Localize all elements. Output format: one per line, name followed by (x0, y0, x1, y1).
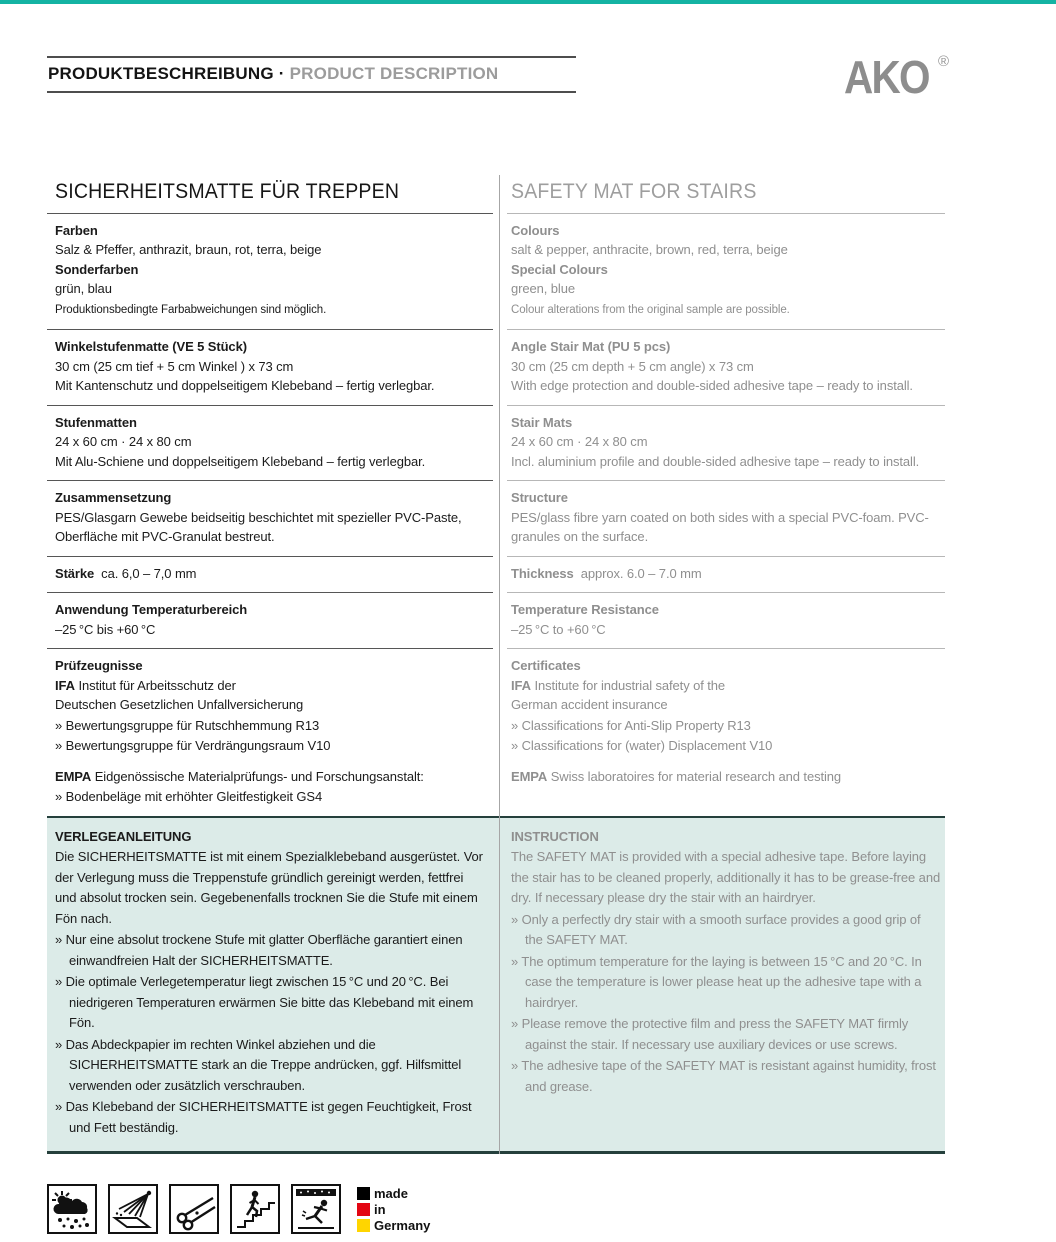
cell-en-pruefzeugnisse (507, 649, 945, 816)
text-segment: –25 °C to +60 °C (511, 621, 606, 637)
table-title-de: SICHERHEITSMATTE FÜR TREPPEN (55, 180, 400, 203)
text-segment: Thickness (511, 565, 574, 581)
text-line (55, 260, 483, 280)
cell-de-stufenmatten (47, 406, 493, 482)
text-line (55, 299, 483, 321)
text-segment: grün, blau (55, 281, 112, 296)
made-in-label: made (374, 1186, 408, 1201)
text-segment: approx. 6.0 – 7.0 mm (573, 565, 702, 581)
text-line (55, 452, 483, 472)
text-segment: EMPA (511, 768, 548, 784)
section-row-zusammensetzung (47, 481, 945, 557)
text-segment: » Classifications for Anti-Slip Property R13 (511, 717, 751, 733)
text-segment: Structure (511, 490, 568, 505)
text-segment: Special Colours (511, 261, 608, 277)
text-segment: With edge protection and double-sided adhesive tape – ready to install. (511, 378, 913, 393)
text-line (511, 508, 945, 547)
text-segment: salt & pepper, anthracite, brown, red, terra, beige (511, 242, 788, 257)
picto-box-stairs (230, 1184, 280, 1234)
text-segment: 24 x 60 cm · 24 x 80 cm (55, 434, 192, 449)
weather-icon (50, 1187, 94, 1231)
text-line (511, 240, 945, 260)
text-line (55, 279, 483, 299)
text-segment: » Classifications for (water) Displacement V10 (511, 738, 773, 753)
text-line (511, 767, 945, 787)
text-line (55, 767, 483, 787)
header-title-separator: · (278, 64, 285, 83)
text-segment: Institut für Arbeitsschutz der (74, 677, 236, 693)
flag-color-square (357, 1203, 370, 1216)
bullet-line (55, 972, 483, 1034)
text-segment: Anwendung Temperaturbereich (55, 602, 248, 617)
flag-color-square (357, 1187, 370, 1200)
header-title-de: PRODUKTBESCHREIBUNG (48, 64, 274, 83)
text-segment: Produktionsbedingte Farbabweichungen sind möglich. (55, 303, 327, 316)
text-segment: Colours (511, 222, 560, 238)
column-gap (493, 481, 507, 557)
bullet-line (55, 1035, 483, 1097)
text-segment: Prüfzeugnisse (55, 658, 143, 673)
text-line (511, 847, 941, 909)
text-line (511, 676, 945, 696)
bullet-line (511, 736, 945, 756)
text-segment: Sonderfarben (55, 261, 139, 277)
text-segment: ca. 6,0 – 7,0 mm (94, 565, 197, 581)
text-segment: » Bodenbeläge mit erhöhter Gleitfestigkeit GS4 (55, 789, 323, 804)
text-segment: Stärke (55, 565, 95, 581)
text-segment: » Bewertungsgruppe für Rutschhemmung R13 (55, 717, 320, 733)
text-line (55, 620, 483, 640)
text-line (511, 260, 945, 280)
column-gap (493, 818, 507, 1152)
text-segment: Salz & Pfeffer, anthrazit, braun, rot, terra, beige (55, 242, 322, 257)
text-segment: 30 cm (25 cm tief + 5 cm Winkel ) x 73 cm (55, 358, 294, 374)
section-row-pruefzeugnisse (47, 649, 945, 816)
text-line (511, 376, 945, 396)
text-segment: Die SICHERHEITSMATTE ist mit einem Spezialklebeband ausgerüstet. Vor der Verlegung muss die Treppenstufe gründlich gereinigt werden, fettfrei und absolut trocken sein. Gegebenenfalls trocknen Sie die Stufe mit einem Fön nach. (55, 849, 483, 926)
section-row-staerke (47, 557, 945, 594)
bullet-line (511, 1014, 941, 1055)
section-row-verlegeanleitung (47, 816, 945, 1155)
made-in-row (357, 1186, 430, 1201)
section-row-winkelstufenmatte (47, 330, 945, 406)
slipping-person-icon (294, 1187, 338, 1231)
cell-en-verlegeanleitung (507, 818, 945, 1152)
table-title-en: SAFETY MAT FOR STAIRS (511, 180, 757, 203)
bullet-line (511, 1056, 941, 1097)
section-rows (47, 214, 945, 1155)
cell-de-farben (47, 214, 493, 331)
text-segment: » Please remove the protective film and press the SAFETY MAT firmly against the stair. If necessary use auxiliary devices or use screws. (511, 1016, 909, 1052)
bullet-line (55, 736, 483, 756)
picto-box-scissors (169, 1184, 219, 1234)
text-line (55, 847, 483, 929)
text-line (511, 656, 945, 676)
text-segment: VERLEGEANLEITUNG (55, 828, 192, 844)
table-title-de-cell (47, 175, 493, 214)
text-line (55, 827, 483, 848)
text-line (55, 564, 483, 584)
text-segment: Mit Kantenschutz und doppelseitigem Klebeband – fertig verlegbar. (55, 378, 435, 393)
text-segment: Swiss laboratoires for material research and testing (547, 768, 842, 784)
text-line (55, 413, 483, 433)
picto-box-weather (47, 1184, 97, 1234)
text-segment: Farben (55, 222, 98, 238)
table-title-row (47, 175, 945, 214)
text-line (511, 695, 945, 715)
text-segment: German accident insurance (511, 697, 668, 712)
page-header (47, 51, 1009, 103)
text-segment: Winkelstufenmatte (VE 5 Stück) (55, 339, 247, 354)
page-footer (47, 1184, 430, 1234)
text-segment: Certificates (511, 658, 581, 673)
spec-table (47, 175, 945, 1154)
text-line (511, 299, 945, 321)
text-line (55, 376, 483, 396)
text-segment: –25 °C bis +60 °C (55, 621, 156, 637)
cell-de-winkelstufenmatte (47, 330, 493, 406)
cell-en-temperaturbereich (507, 593, 945, 649)
text-segment: Eidgenössische Materialprüfungs- und Forschungsanstalt: (91, 768, 424, 784)
flag-color-square (357, 1219, 370, 1232)
section-row-temperaturbereich (47, 593, 945, 649)
text-line (511, 452, 945, 472)
text-segment: EMPA (55, 768, 92, 784)
text-line (55, 656, 483, 676)
made-in-label: in (374, 1202, 386, 1217)
text-line (511, 279, 945, 299)
text-segment: IFA (55, 677, 75, 693)
column-gap (493, 557, 507, 594)
text-segment: Stair Mats (511, 414, 573, 430)
bullet-line (511, 910, 941, 951)
brand-logo (843, 51, 1009, 103)
column-gap (493, 175, 507, 214)
bullet-line (55, 787, 483, 807)
cell-en-winkelstufenmatte (507, 330, 945, 406)
text-segment: The SAFETY MAT is provided with a special adhesive tape. Before laying the stair has to be cleaned properly, additionally it has to be grease-free and dry. If necessary please dry the stair with an hairdryer. (511, 849, 941, 905)
text-line (55, 676, 483, 696)
text-segment: » Das Abdeckpapier im rechten Winkel abziehen und die SICHERHEITSMATTE stark an die Treppe andrücken, ggf. Hilfsmittel verwenden oder zusätzlich verschrauben. (55, 1036, 462, 1093)
cell-de-staerke (47, 557, 493, 594)
text-line (55, 488, 483, 508)
column-gap (493, 330, 507, 406)
column-gap (493, 214, 507, 331)
text-segment: PES/Glasgarn Gewebe beidseitig beschichtet mit spezieller PVC-Paste, Oberfläche mit PVC-Granulat bestreut. (55, 509, 462, 544)
bullet-line (511, 716, 945, 736)
cell-en-zusammensetzung (507, 481, 945, 557)
text-segment: IFA (511, 677, 531, 693)
text-segment: Deutschen Gesetzlichen Unfallversicherung (55, 697, 304, 712)
cell-en-farben (507, 214, 945, 331)
column-divider (499, 175, 500, 1154)
text-line (55, 432, 483, 452)
header-title-en: PRODUCT DESCRIPTION (289, 64, 499, 83)
text-line (511, 488, 945, 508)
text-line (55, 337, 483, 357)
text-line (511, 221, 945, 241)
cell-de-pruefzeugnisse (47, 649, 493, 816)
text-line (511, 413, 945, 433)
registered-trademark-icon: ® (937, 53, 949, 70)
text-segment: Institute for industrial safety of the (530, 677, 726, 693)
text-line (511, 600, 945, 620)
text-segment: » Only a perfectly dry stair with a smooth surface provides a good grip of the SAFETY MAT. (511, 911, 921, 947)
text-segment: » Die optimale Verlegetemperatur liegt zwischen 15 °C und 20 °C. Bei niedrigeren Temperaturen erwärmen Sie bitte das Klebeband mit einem Fön. (55, 974, 474, 1030)
column-gap (493, 649, 507, 816)
bullet-line (511, 952, 941, 1014)
section-row-stufenmatten (47, 406, 945, 482)
text-line (511, 620, 945, 640)
made-in-label: Germany (374, 1218, 431, 1233)
text-line (55, 357, 483, 377)
text-segment: green, blue (511, 281, 575, 296)
table-title-en-cell (507, 175, 945, 214)
text-segment: » Bewertungsgruppe für Verdrängungsraum V10 (55, 738, 331, 753)
text-segment: PES/glass fibre yarn coated on both sides with a special PVC-foam. PVC-granules on the surface. (511, 509, 929, 544)
text-segment: Mit Alu-Schiene und doppelseitigem Klebeband – fertig verlegbar. (55, 453, 426, 469)
text-segment: Colour alterations from the original sample are possible. (511, 303, 790, 316)
text-segment: Incl. aluminium profile and double-sided adhesive tape – ready to install. (511, 453, 920, 469)
water-spray-icon (111, 1187, 155, 1231)
text-line (55, 600, 483, 620)
text-line (55, 508, 483, 547)
text-segment: » Nur eine absolut trockene Stufe mit glatter Oberfläche garantiert einen einwandfreien Halt der SICHERHEITSMATTE. (55, 932, 463, 968)
text-line (511, 564, 945, 584)
text-line (55, 221, 483, 241)
text-line (511, 337, 945, 357)
text-segment: Stufenmatten (55, 414, 137, 430)
made-in-row (357, 1218, 430, 1233)
cell-de-temperaturbereich (47, 593, 493, 649)
stairs-walking-icon (233, 1187, 277, 1231)
made-in-germany (357, 1186, 430, 1234)
section-row-farben (47, 214, 945, 331)
text-segment: Temperature Resistance (511, 602, 659, 617)
top-accent-bar (0, 0, 1056, 4)
text-segment: » Das Klebeband der SICHERHEITSMATTE ist gegen Feuchtigkeit, Frost und Fett beständig. (55, 1099, 472, 1135)
scissors-icon (172, 1187, 216, 1231)
cell-en-staerke (507, 557, 945, 594)
made-in-row (357, 1202, 430, 1217)
text-segment: » The adhesive tape of the SAFETY MAT is resistant against humidity, frost and grease. (511, 1058, 936, 1094)
text-segment: Zusammensetzung (55, 490, 172, 505)
picto-box-spray (108, 1184, 158, 1234)
text-segment: » The optimum temperature for the laying is between 15 °C and 20 °C. In case the temperature is lower please heat up the adhesive tape with a hairdryer. (511, 953, 922, 1010)
text-line (511, 357, 945, 377)
text-line (511, 432, 945, 452)
cell-de-zusammensetzung (47, 481, 493, 557)
cell-de-verlegeanleitung (47, 818, 493, 1152)
text-line (55, 695, 483, 715)
bullet-line (55, 930, 483, 971)
bullet-line (55, 1097, 483, 1138)
cell-en-stufenmatten (507, 406, 945, 482)
text-segment: INSTRUCTION (511, 828, 599, 844)
brand-logo-text: AKO (843, 51, 929, 103)
text-segment: 30 cm (25 cm depth + 5 cm angle) x 73 cm (511, 358, 754, 374)
picto-box-slip (291, 1184, 341, 1234)
text-line (511, 827, 941, 848)
column-gap (493, 406, 507, 482)
header-title (47, 56, 576, 93)
text-segment: Angle Stair Mat (PU 5 pcs) (511, 339, 671, 354)
text-line (55, 240, 483, 260)
column-gap (493, 593, 507, 649)
bullet-line (55, 716, 483, 736)
text-segment: 24 x 60 cm · 24 x 80 cm (511, 434, 648, 449)
